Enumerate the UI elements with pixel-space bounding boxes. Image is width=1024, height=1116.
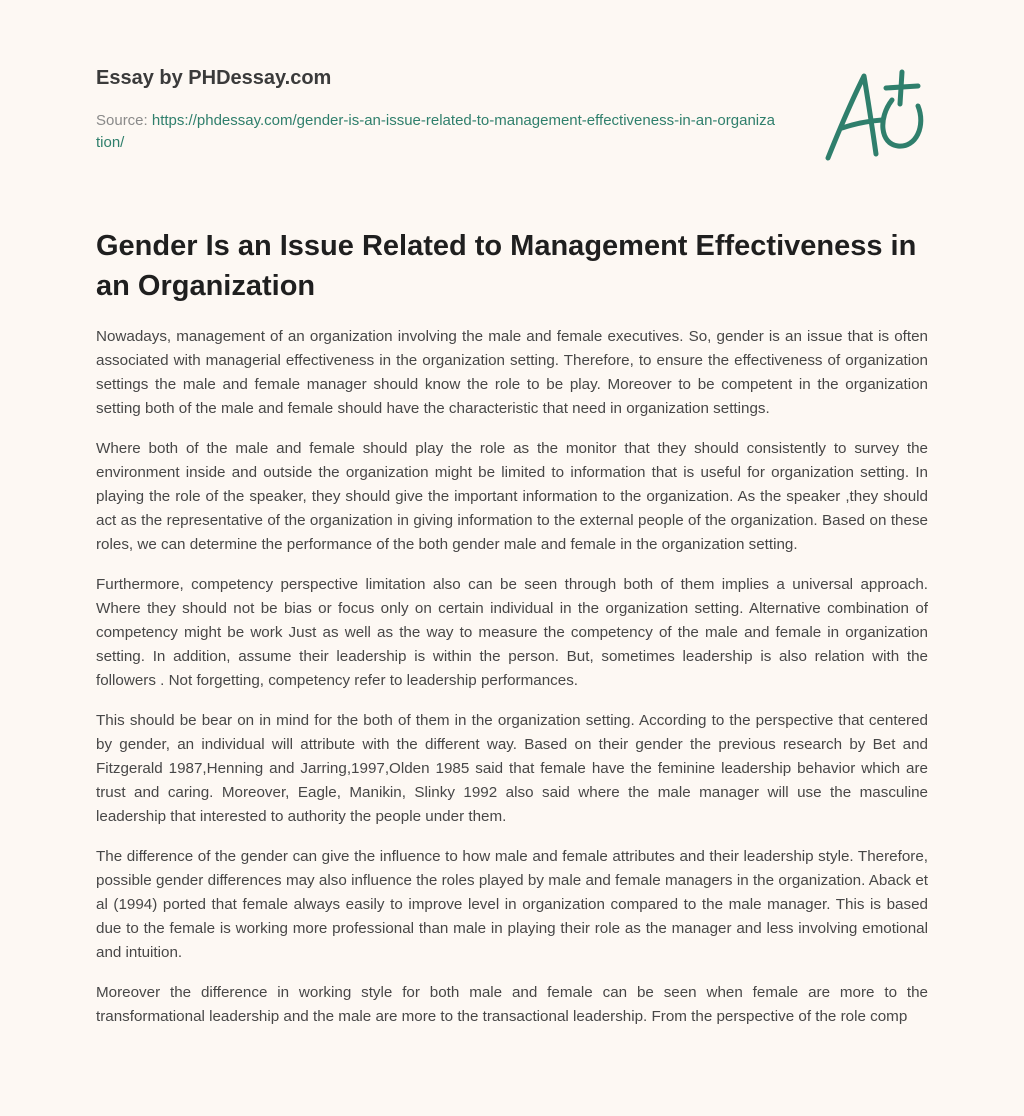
essay-body	[96, 325, 928, 1045]
source-line	[96, 110, 776, 154]
page-header	[96, 64, 776, 154]
essay-paragraph: Nowadays, management of an organization involving the male and female executives. So, gender is an issue that is often associated with managerial effectiveness in the organization setting. Therefore, to ensure the effectiveness of organization settings the male and female manager should know the role to be play. Moreover to be competent in the organization setting both of the male and female should have the characteristic that need in organization settings.	[96, 328, 928, 417]
source-link[interactable]: https://phdessay.com/gender-is-an-issue-related-to-management-effectiveness-in-an-organization/	[96, 112, 775, 151]
essay-paragraph: Moreover the difference in working style for both male and female can be seen when female are more to the transformational leadership and the male are more to the transactional leadership. From the perspective of the role comp	[96, 984, 928, 1025]
site-brand: Essay by PHDessay.com	[96, 67, 332, 89]
essay-paragraph: The difference of the gender can give the influence to how male and female attributes and their leadership style. Therefore, possible gender differences may also influence the roles played by male and female managers in the organization. Aback et al (1994) ported that female always easily to improve level in organization compared to the male manager. This is based due to the female is working more professional than male in playing their role as the manager and less involving emotional and intuition.	[96, 848, 928, 961]
essay-title: Gender Is an Issue Related to Management Effectiveness in an Organization	[96, 230, 917, 302]
a-plus-grade-icon	[818, 66, 930, 166]
essay-paragraph: This should be bear on in mind for the both of them in the organization setting. According to the perspective that centered by gender, an individual will attribute with the different way. Based on their gender the previous research by Bet and Fitzgerald 1987,Henning and Jarring,1997,Olden 1985 said that female have the feminine leadership behavior which are trust and caring. Moreover, Eagle, Manikin, Slinky 1992 also said where the male manager will use the masculine leadership that interested to authority the people under them.	[96, 712, 928, 825]
essay-paragraph: Where both of the male and female should play the role as the monitor that they should consistently to survey the environment inside and outside the organization might be limited to information that is useful for organization setting. In playing the role of the speaker, they should give the important information to the organization. As the speaker ,they should act as the representative of the organization in giving information to the external people of the organization. Based on these roles, we can determine the performance of the both gender male and female in the organization setting.	[96, 440, 928, 553]
source-label: Source:	[96, 112, 152, 129]
essay-paragraph: Furthermore, competency perspective limitation also can be seen through both of them implies a universal approach. Where they should not be bias or focus only on certain individual in the organization setting. Alternative combination of competency might be work Just as well as the way to measure the competency of the male and female in organization setting. In addition, assume their leadership is within the person. But, sometimes leadership is also relation with the followers . Not forgetting, competency refer to leadership performances.	[96, 576, 928, 689]
